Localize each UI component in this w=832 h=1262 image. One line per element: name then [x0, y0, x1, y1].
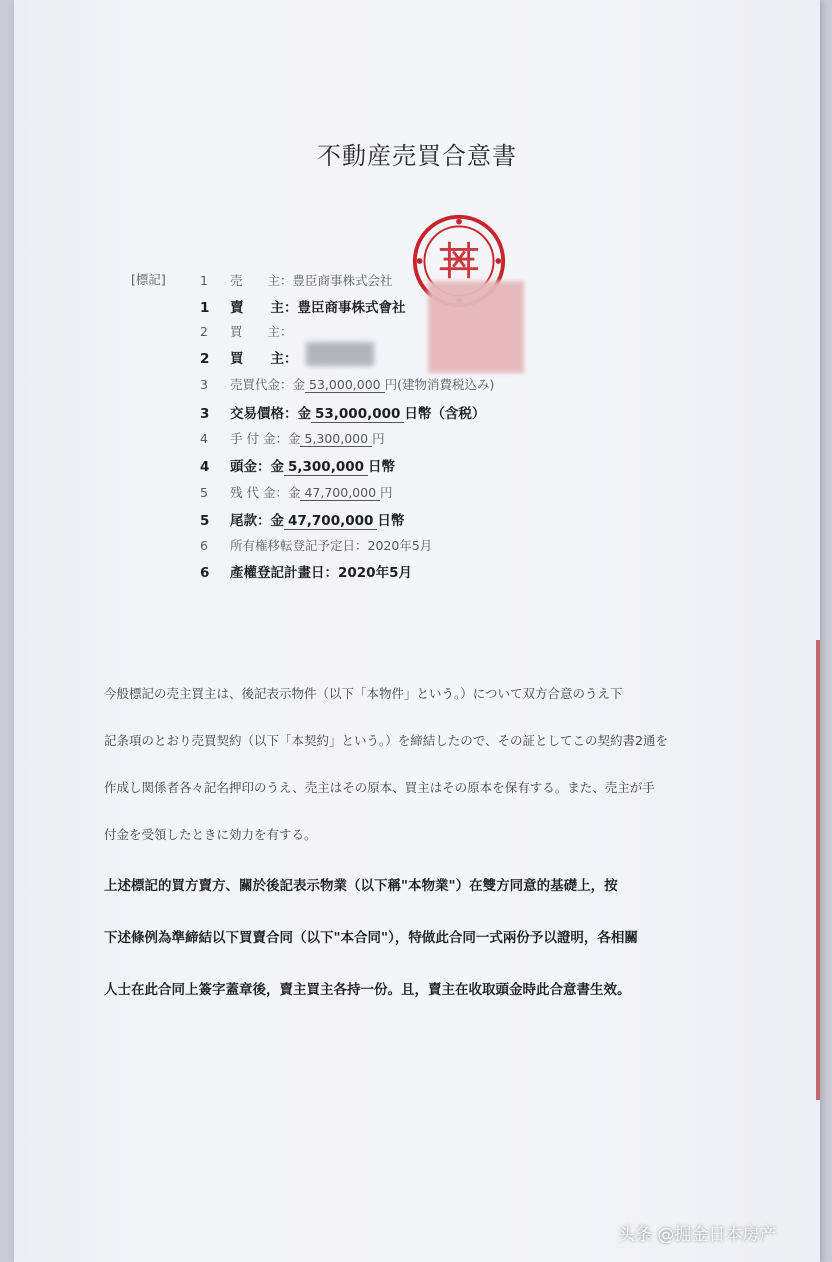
- redacted-buyer-name: [306, 342, 374, 366]
- row-suffix: 円(建物消費税込み): [384, 377, 495, 392]
- row-label: 賣 主：: [230, 300, 298, 316]
- row-value: 2020年5月: [367, 538, 433, 553]
- notation-tag: [標記]: [131, 272, 166, 287]
- row-label: 尾款：: [230, 513, 271, 529]
- paragraph-line: 作成し関係者各々記名押印のうえ、売主はその原本、買主はその原本を保有する。また、売主が手: [104, 780, 655, 795]
- paragraph-line: 上述標記的買方賣方、關於後記表示物業（以下稱"本物業"）在雙方同意的基礎上，按: [104, 878, 618, 894]
- row-number: 1: [200, 300, 210, 316]
- row-value: 47,700,000: [300, 485, 380, 501]
- row-number: 6: [200, 538, 208, 553]
- row-number: 2: [200, 324, 208, 339]
- row-seller-jp: [200, 271, 393, 289]
- row-deposit-zh: [200, 455, 395, 476]
- row-label: 売 主：: [230, 273, 293, 288]
- row-number: 2: [200, 351, 210, 367]
- row-value: 2020年5月: [338, 565, 412, 581]
- paragraph-line: 今般標記の売主買主は、後記表示物件（以下「本物件」という。）について双方合意のうえ下: [104, 686, 623, 701]
- row-seller-zh: [200, 296, 406, 316]
- row-label: 手 付 金：: [230, 431, 288, 446]
- row-value: 5,300,000: [284, 459, 368, 476]
- row-deposit-jp: [200, 429, 385, 447]
- row-suffix: 日幣（含税）: [404, 406, 486, 422]
- document-page: [14, 0, 820, 1262]
- row-label: 買 主：: [230, 324, 293, 339]
- row-prefix: 金: [297, 406, 311, 422]
- row-label: 買 主：: [230, 351, 298, 367]
- row-price-zh: [200, 402, 485, 423]
- row-value: 53,000,000: [305, 377, 385, 393]
- row-balance-zh: [200, 509, 404, 530]
- row-value: 47,700,000: [284, 513, 377, 530]
- row-transfer-date-jp: [200, 536, 432, 554]
- row-label: 残 代 金：: [230, 485, 288, 500]
- paragraph-line: 記条項のとおり売買契約（以下「本契約」という。）を締結したので、その証としてこの契約書2通を: [104, 733, 668, 748]
- row-balance-jp: [200, 483, 393, 501]
- row-prefix: 金: [287, 431, 301, 446]
- next-page-edge: [816, 640, 820, 1100]
- row-label: 頭金：: [230, 459, 271, 475]
- row-value: 豊臣商事株式會社: [297, 300, 406, 316]
- row-prefix: 金: [292, 377, 306, 392]
- row-label: 交易價格：: [230, 406, 298, 422]
- paragraph-chinese: [104, 860, 712, 1016]
- row-buyer-jp: [200, 322, 293, 340]
- row-prefix: 金: [270, 513, 284, 529]
- row-label: 產權登記計畫日：: [230, 565, 338, 581]
- row-buyer-zh: [200, 347, 298, 367]
- row-prefix: 金: [270, 459, 284, 475]
- row-value: 53,000,000: [311, 406, 404, 423]
- row-number: 5: [200, 513, 210, 529]
- row-suffix: 日幣: [368, 459, 396, 475]
- redacted-stamp: [428, 281, 524, 373]
- row-number: 5: [200, 485, 208, 500]
- row-number: 6: [200, 565, 210, 581]
- row-price-jp: [200, 375, 494, 393]
- row-suffix: 円: [380, 485, 393, 500]
- row-number: 3: [200, 406, 210, 422]
- row-value: 豊臣商事株式会社: [292, 273, 393, 288]
- paragraph-line: 下述條例為準締結以下買賣合同（以下"本合同"），特做此合同一式兩份予以證明，各相關: [104, 930, 638, 946]
- row-label: 所有権移転登記予定日：: [230, 538, 368, 553]
- row-suffix: 円: [372, 431, 385, 446]
- source-watermark: 头条 @掘金日本房产: [618, 1225, 777, 1245]
- row-prefix: 金: [287, 485, 301, 500]
- row-number: 3: [200, 377, 208, 392]
- paragraph-line: 人士在此合同上簽字蓋章後，賣主買主各持一份。且，賣主在收取頭金時此合意書生效。: [104, 982, 631, 998]
- row-value: 5,300,000: [300, 431, 372, 447]
- paragraph-japanese: [104, 670, 712, 858]
- paragraph-line: 付金を受領したときに効力を有する。: [104, 827, 317, 842]
- row-number: 4: [200, 459, 210, 475]
- document-title: 不動産売買合意書: [317, 142, 517, 170]
- row-transfer-date-zh: [200, 561, 412, 581]
- row-number: 4: [200, 431, 208, 446]
- row-label: 売買代金：: [230, 377, 293, 392]
- row-number: 1: [200, 273, 208, 288]
- row-suffix: 日幣: [377, 513, 405, 529]
